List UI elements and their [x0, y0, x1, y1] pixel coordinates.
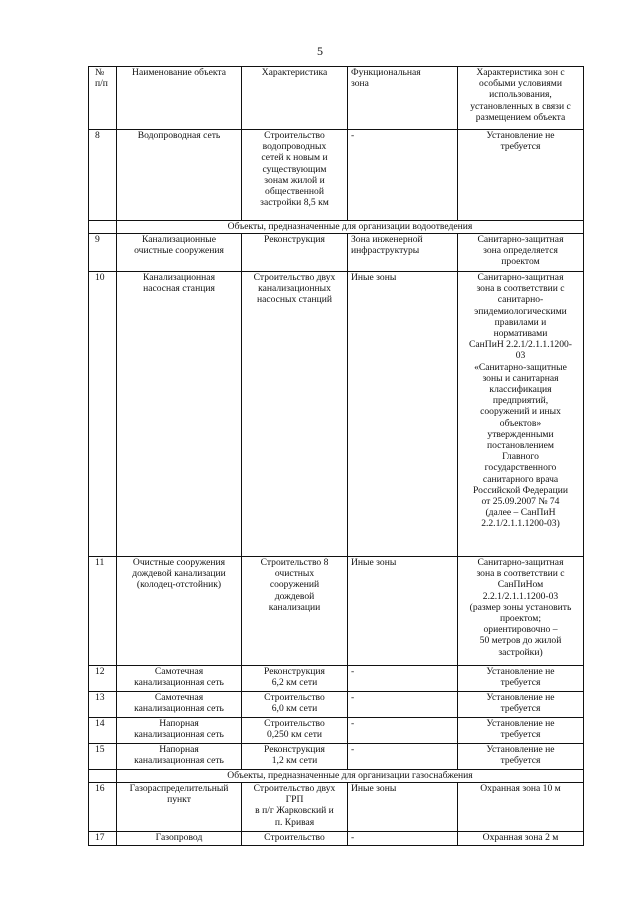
cell-name: Газопровод: [117, 832, 242, 846]
cell-num: 11: [89, 557, 117, 666]
cell-zone-characteristic: Охранная зона 2 м: [458, 832, 584, 846]
cell-num: 16: [89, 783, 117, 832]
cell-num: 13: [89, 692, 117, 718]
cell-zone-characteristic: Установление не требуется: [458, 744, 584, 770]
cell-num: 10: [89, 272, 117, 557]
table-row: [89, 692, 584, 718]
header-functional-zone: Функциональная зона: [348, 67, 458, 130]
cell-characteristic: Реконструкция 6,2 км сети: [242, 666, 348, 692]
cell-characteristic: Строительство 0,250 км сети: [242, 718, 348, 744]
cell-characteristic: Строительство 8 очистных сооружений дождевой канализации: [242, 557, 348, 666]
cell-name: Напорная канализационная сеть: [117, 718, 242, 744]
table-row: [89, 272, 584, 557]
section-num-cell: [89, 770, 117, 783]
cell-name: Газораспределительный пункт: [117, 783, 242, 832]
table-body: [89, 67, 584, 846]
cell-characteristic: Реконструкция 1,2 км сети: [242, 744, 348, 770]
table-row: [89, 557, 584, 666]
table-row: [89, 718, 584, 744]
header-characteristic: Характеристика: [242, 67, 348, 130]
cell-functional-zone: -: [348, 744, 458, 770]
cell-functional-zone: -: [348, 692, 458, 718]
section-row: [89, 221, 584, 234]
page-number: 5: [317, 44, 323, 58]
cell-name: Самотечная канализационная сеть: [117, 666, 242, 692]
cell-zone-characteristic: Санитарно-защитная зона определяется проектом: [458, 234, 584, 272]
cell-zone-characteristic: Санитарно-защитная зона в соответствии с санитарно- эпидемиологическими правилами и нормативами СанПиН 2.2.1/2.1.1.1200- 03 «Санитарно-защитные зоны и санитарная классификация предприятий, сооружений и иных объектов» утвержденными постановлением Главного государственного санитарного врача Российской Федерации от 25.09.2007 № 74 (далее – СанПиН 2.2.1/2.1.1.1200-03): [458, 272, 584, 557]
cell-characteristic: Строительство: [242, 832, 348, 846]
cell-zone-characteristic: Охранная зона 10 м: [458, 783, 584, 832]
table-row: [89, 130, 584, 221]
table-row: [89, 744, 584, 770]
cell-functional-zone: -: [348, 666, 458, 692]
section-row: [89, 770, 584, 783]
cell-num: 15: [89, 744, 117, 770]
cell-zone-characteristic: Санитарно-защитная зона в соответствии с СанПиНом 2.2.1/2.1.1.1200-03 (размер зоны установить проектом; ориентировочно – 50 метров до жилой застройки): [458, 557, 584, 666]
cell-num: 9: [89, 234, 117, 272]
objects-table: [88, 66, 584, 846]
cell-characteristic: Реконструкция: [242, 234, 348, 272]
table-row: [89, 666, 584, 692]
cell-characteristic: Строительство 6,0 км сети: [242, 692, 348, 718]
cell-functional-zone: -: [348, 130, 458, 221]
table-row: [89, 234, 584, 272]
header-num: № п/п: [89, 67, 117, 130]
cell-characteristic: Строительство водопроводных сетей к новым и существующим зонам жилой и общественной застройки 8,5 км: [242, 130, 348, 221]
cell-zone-characteristic: Установление не требуется: [458, 666, 584, 692]
cell-name: Очистные сооружения дождевой канализации (колодец-отстойник): [117, 557, 242, 666]
cell-name: Самотечная канализационная сеть: [117, 692, 242, 718]
cell-num: 8: [89, 130, 117, 221]
cell-zone-characteristic: Установление не требуется: [458, 130, 584, 221]
cell-functional-zone: Иные зоны: [348, 272, 458, 557]
cell-name: Напорная канализационная сеть: [117, 744, 242, 770]
header-name: Наименование объекта: [117, 67, 242, 130]
cell-zone-characteristic: Установление не требуется: [458, 718, 584, 744]
header-zone-characteristic: Характеристика зон с особыми условиями использования, установленных в связи с размещением объекта: [458, 67, 584, 130]
cell-num: 14: [89, 718, 117, 744]
cell-functional-zone: Иные зоны: [348, 557, 458, 666]
table-row: [89, 832, 584, 846]
cell-name: Канализационные очистные сооружения: [117, 234, 242, 272]
section-title: Объекты, предназначенные для организации газоснабжения: [117, 770, 584, 783]
table-row: [89, 783, 584, 832]
cell-num: 17: [89, 832, 117, 846]
cell-functional-zone: Иные зоны: [348, 783, 458, 832]
cell-name: Водопроводная сеть: [117, 130, 242, 221]
cell-functional-zone: -: [348, 832, 458, 846]
cell-functional-zone: -: [348, 718, 458, 744]
cell-name: Канализационная насосная станция: [117, 272, 242, 557]
cell-num: 12: [89, 666, 117, 692]
cell-characteristic: Строительство двух ГРП в п/г Жарковский и п. Кривая: [242, 783, 348, 832]
section-title: Объекты, предназначенные для организации водоотведения: [117, 221, 584, 234]
cell-functional-zone: Зона инженерной инфраструктуры: [348, 234, 458, 272]
cell-zone-characteristic: Установление не требуется: [458, 692, 584, 718]
section-num-cell: [89, 221, 117, 234]
cell-characteristic: Строительство двух канализационных насосных станций: [242, 272, 348, 557]
table-header-row: [89, 67, 584, 130]
